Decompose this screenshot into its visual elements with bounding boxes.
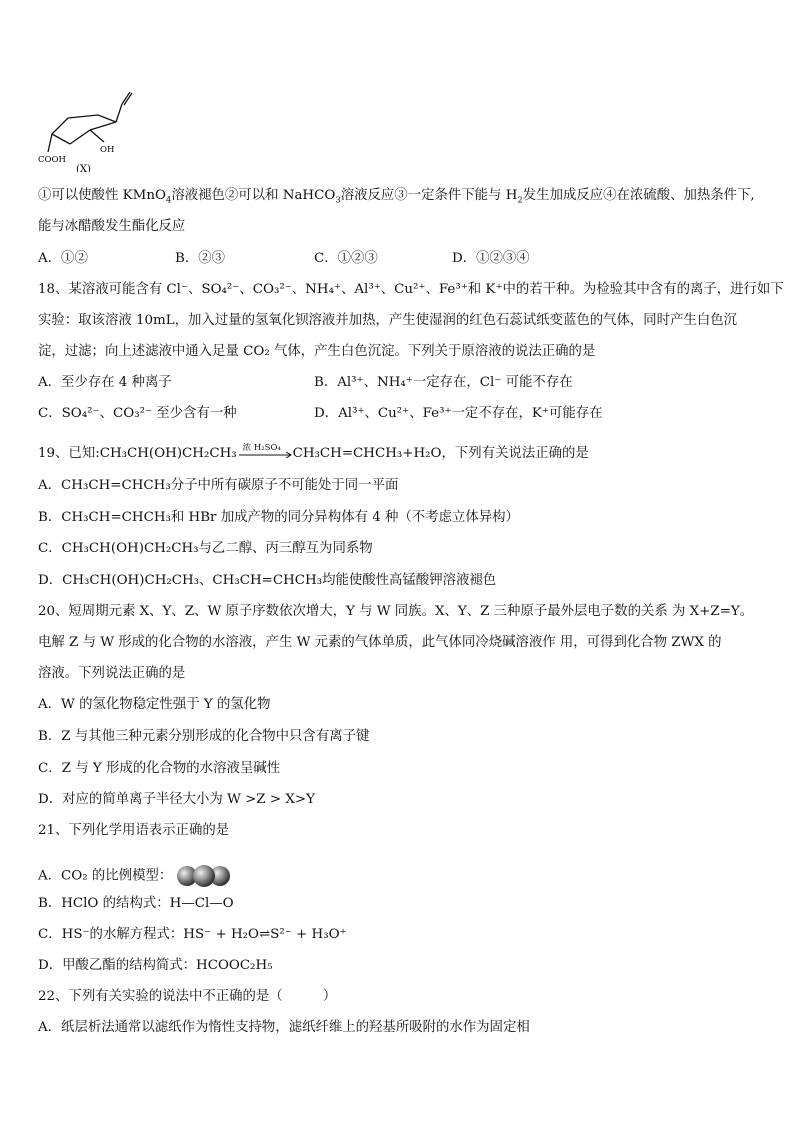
- q18-option-d[interactable]: D．Al³⁺、Cu²⁺、Fe³⁺一定不存在，K⁺可能存在: [314, 406, 603, 421]
- q18-option-b[interactable]: B．Al³⁺、NH₄⁺一定存在，Cl⁻ 可能不存在: [314, 375, 573, 390]
- q19-option-d[interactable]: D．CH₃CH(OH)CH₂CH₃、CH₃CH=CHCH₃均能使酸性高锰酸钾溶液褪色: [38, 573, 497, 588]
- structure-x-drawing: [30, 82, 150, 172]
- q17-option-d[interactable]: D．①②③④: [452, 251, 530, 266]
- structure-label: (X): [76, 164, 91, 172]
- q19-option-b[interactable]: B．CH₃CH=CHCH₃和 HBr 加成产物的同分异构体有 4 种（不考虑立体异构）: [38, 510, 519, 525]
- q20-option-c[interactable]: C．Z 与 Y 形成的化合物的水溶液呈碱性: [38, 761, 281, 776]
- q18-stem-line2: 实验：取该溶液 10mL，加入过量的氢氧化钡溶液并加热，产生使湿润的红色石蕊试纸变蓝色的气体，同时产生白色沉: [38, 313, 738, 328]
- q20-option-a[interactable]: A．W 的氢化物稳定性强于 Y 的氢化物: [38, 697, 271, 712]
- reaction-arrow: [237, 443, 293, 462]
- q20-option-b[interactable]: B．Z 与其他三种元素分别形成的化合物中只含有离子键: [38, 729, 370, 744]
- q17-properties-cont: 能与冰醋酸发生酯化反应: [38, 219, 186, 234]
- q18-options-ab: [38, 375, 758, 391]
- q19-option-c[interactable]: C．CH₃CH(OH)CH₂CH₃与乙二醇、丙三醇互为同系物: [38, 541, 373, 556]
- q17-options: [38, 251, 758, 267]
- q21-option-d[interactable]: D．甲酸乙酯的结构简式：HCOOC₂H₅: [38, 958, 273, 973]
- q22-stem: 22、下列有关实验的说法中不正确的是（ ）: [38, 989, 337, 1004]
- cooh-label: COOH: [38, 155, 66, 165]
- oh-label: OH: [100, 145, 115, 155]
- q18-option-c[interactable]: C．SO₄²⁻、CO₃²⁻ 至少含有一种: [38, 406, 237, 421]
- q21-option-b[interactable]: B．HClO 的结构式：H—Cl—O: [38, 896, 234, 911]
- q17-option-a[interactable]: A．①②: [38, 251, 88, 266]
- q18-stem-line3: 淀，过滤；向上述滤液中通入足量 CO₂ 气体，产生白色沉淀。下列关于原溶液的说法正确的是: [38, 344, 596, 359]
- q18-option-a[interactable]: A．至少存在 4 种离子: [38, 375, 172, 390]
- q17-properties: ①可以使酸性 KMnO$_4$溶液褪色②可以和 NaHCO$_3$溶液反应③一定条件下能与 $H_2$发生加成反应④在浓硫酸、加热条件下,: [38, 188, 755, 206]
- q19-stem: 19、已知:CH₃CH(OH)CH₂CH₃ 浓 H₂SO₄ CH₃CH=CHCH₃+H₂O，下列有关说法正确的是: [38, 443, 589, 461]
- q17-option-b[interactable]: B．②③: [175, 251, 226, 266]
- q19-option-a[interactable]: A．CH₃CH=CHCH₃分子中所有碳原子不可能处于同一平面: [38, 478, 399, 493]
- q21-option-c[interactable]: C．HS⁻的水解方程式：HS⁻ + H₂O⇌S²⁻ + H₃O⁺: [38, 927, 347, 942]
- q22-option-a[interactable]: A．纸层析法通常以滤纸作为惰性支持物，滤纸纤维上的羟基所吸附的水作为固定相: [38, 1020, 530, 1035]
- q21-option-a[interactable]: A．CO₂ 的比例模型：: [38, 864, 232, 888]
- q20-stem-line3: 溶液。下列说法正确的是: [38, 666, 186, 681]
- q20-stem-line1: 20、短周期元素 X、Y、Z、W 原子序数依次增大，Y 与 W 同族。X、Y、Z 三种原子最外层电子数的关系 为 X+Z=Y。: [38, 604, 754, 619]
- q17-option-c[interactable]: C．①②③: [314, 251, 378, 266]
- q20-option-d[interactable]: D．对应的简单离子半径大小为 W >Z > X>Y: [38, 792, 315, 807]
- q21-stem: 21、下列化学用语表示正确的是: [38, 823, 230, 838]
- q18-stem-line1: 18、某溶液可能含有 Cl⁻、SO₄²⁻、CO₃²⁻、NH₄⁺、Al³⁺、Cu²⁺、Fe³⁺和 K⁺中的若干种。为检验其中含有的离子，进行如下: [38, 282, 784, 297]
- co2-space-filling-model-icon: [176, 864, 232, 888]
- q20-stem-line2: 电解 Z 与 W 形成的化合物的水溶液，产生 W 元素的气体单质，此气体同冷烧碱溶液作 用，可得到化合物 ZWX 的: [38, 635, 722, 650]
- q18-options-cd: [38, 406, 758, 422]
- reaction-condition: 浓 H₂SO₄: [242, 443, 281, 453]
- structure-x: [30, 82, 150, 172]
